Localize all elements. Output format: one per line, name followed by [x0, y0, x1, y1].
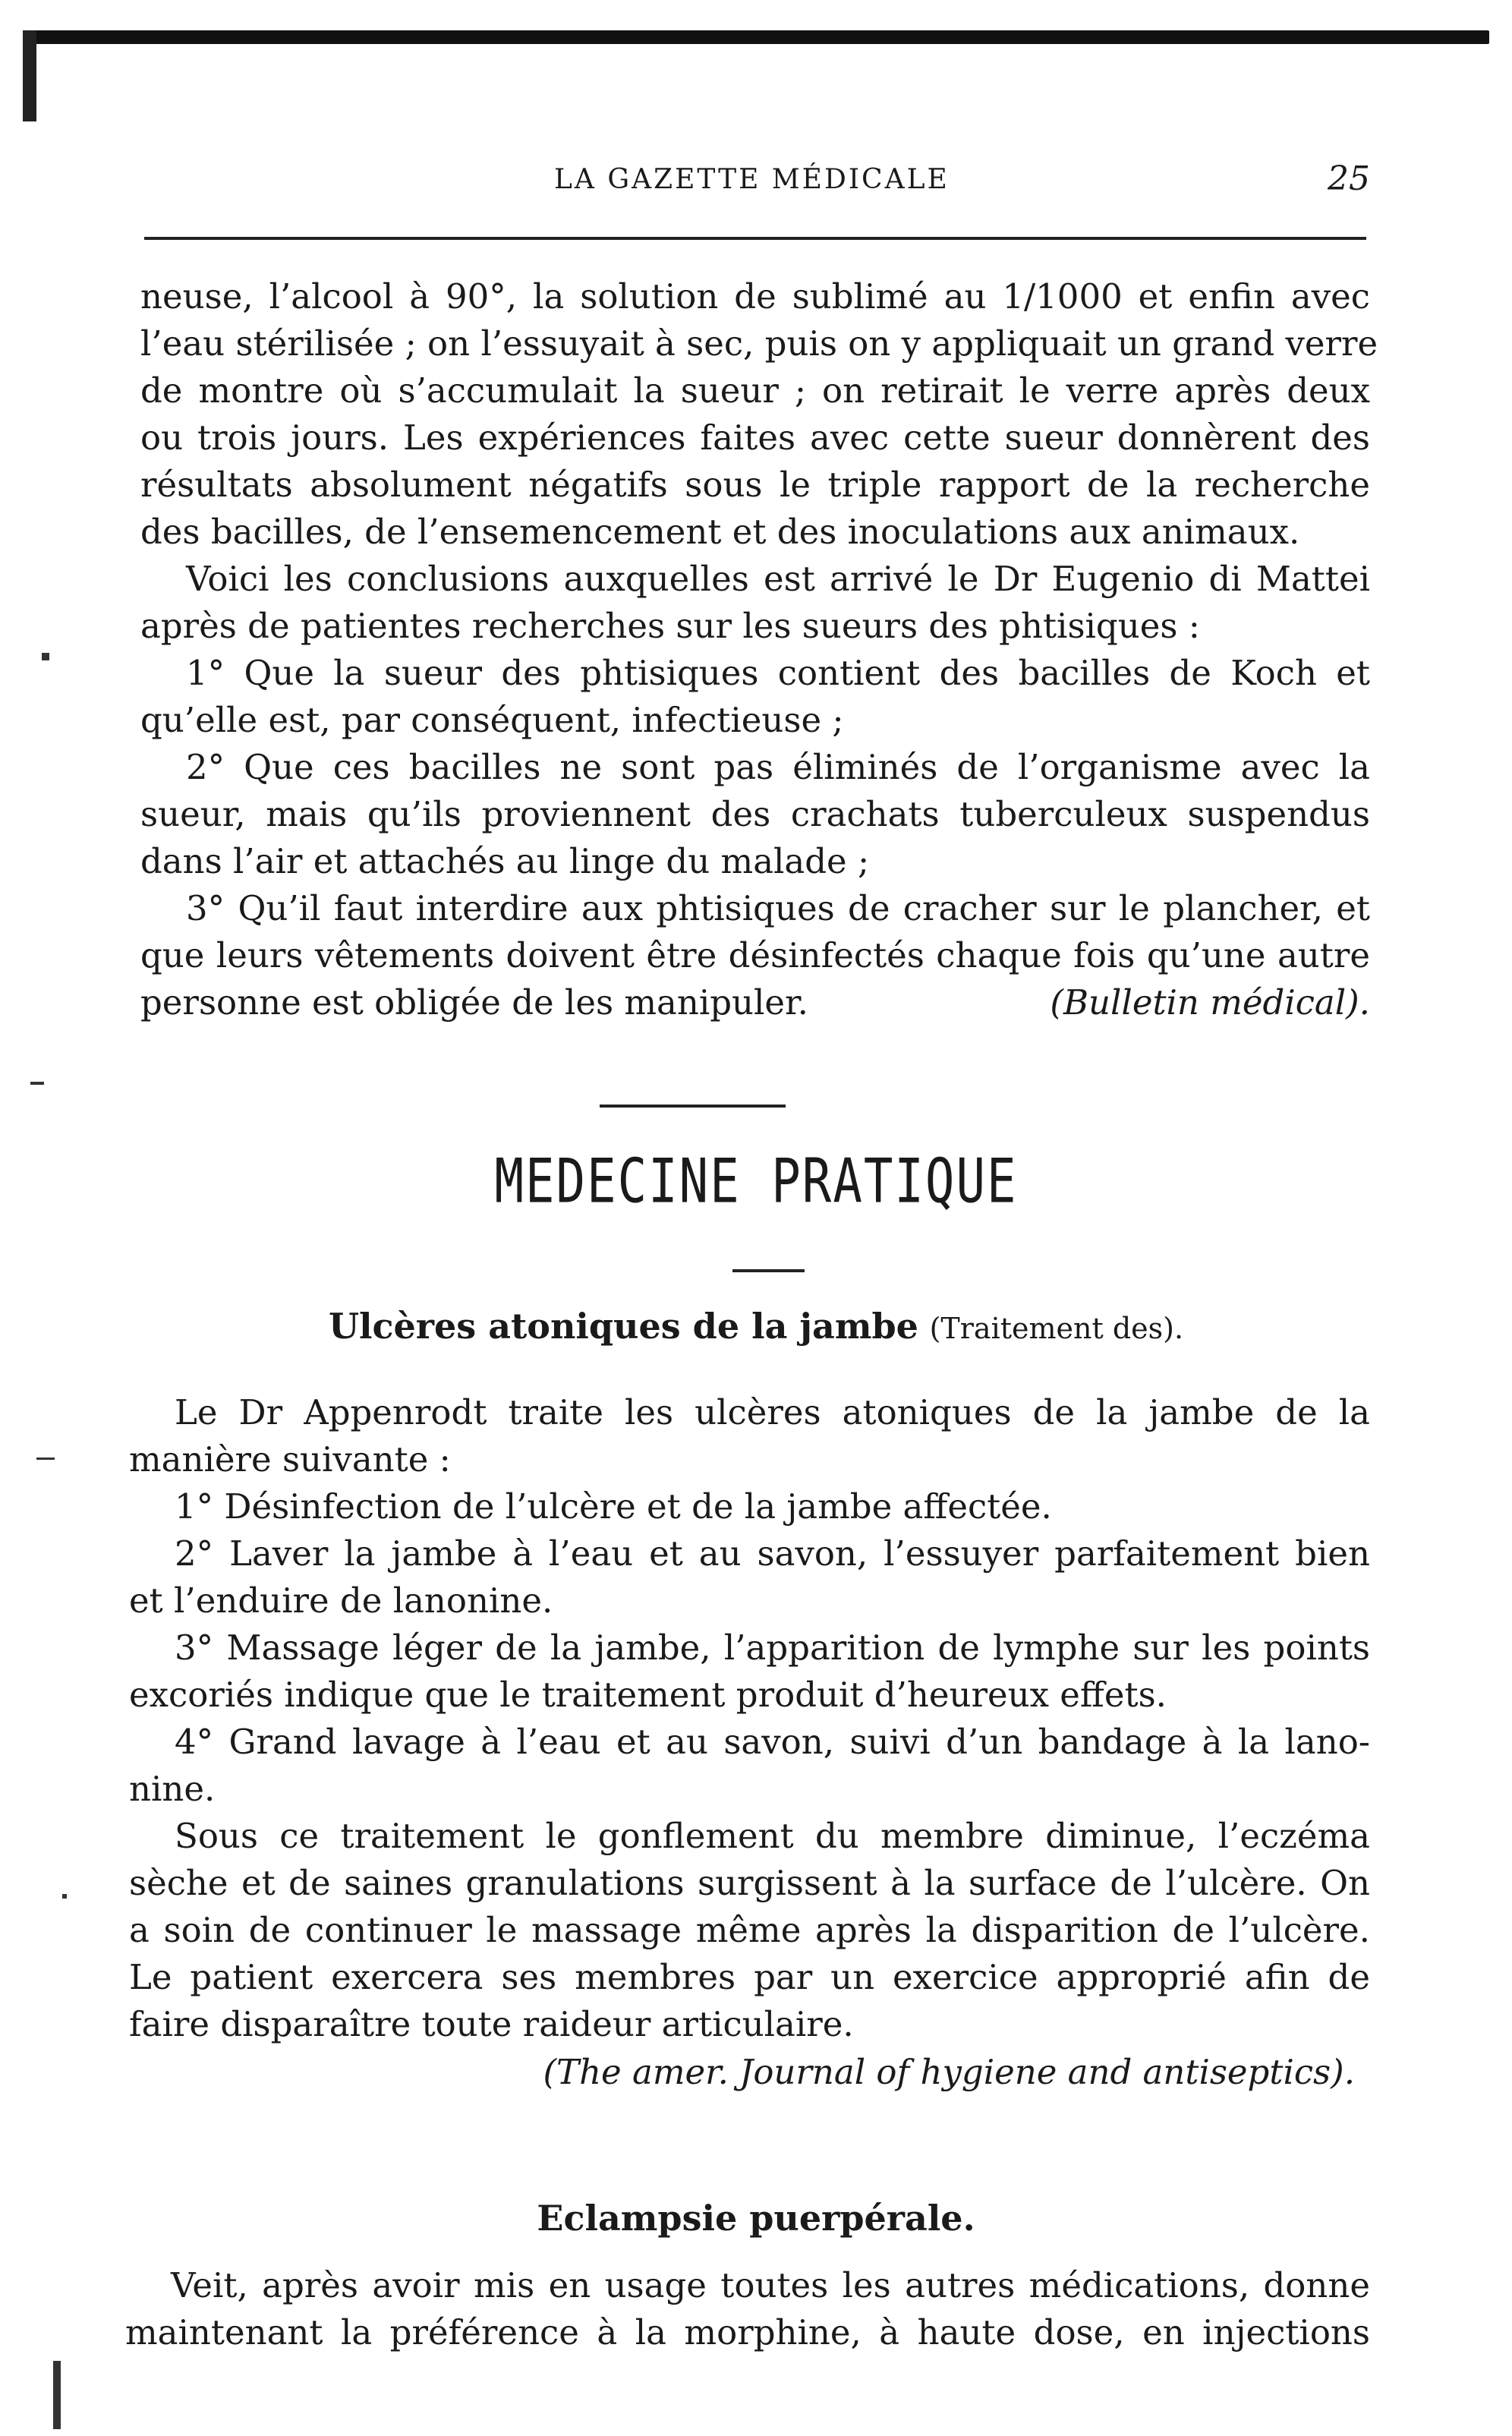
text-line: qu’elle est, par conséquent, infectieuse ; — [140, 700, 844, 740]
text-line: 1° Désinfection de l’ulcère et de la jambe affectée. — [175, 1486, 1052, 1527]
text-line: sèche et de saines granulations surgissent à la surface de l’ulcère. On — [129, 1863, 1370, 1903]
text-line: maintenant la préférence à la morphine, à haute dose, en injections — [125, 2312, 1370, 2352]
margin-speck — [42, 653, 49, 660]
text-line: des bacilles, de l’ensemencement et des inoculations aux animaux. — [140, 512, 1300, 552]
citation: (Bulletin médical). — [1050, 982, 1370, 1023]
closing-text: personne est obligée de les manipuler. — [140, 982, 808, 1023]
text-line: Veit, après avoir mis en usage toutes les autres médications, donne — [171, 2265, 1370, 2305]
title-separator — [732, 1269, 805, 1272]
text-line: nine. — [129, 1769, 216, 1809]
text-line: 1° Que la sueur des phtisiques contient des bacilles de Koch et — [186, 653, 1370, 693]
text-line: et l’enduire de lanonine. — [129, 1580, 553, 1621]
running-title: LA GAZETTE MÉDICALE — [554, 164, 950, 195]
text-line: a soin de continuer le massage même après la disparition de l’ulcère. — [129, 1910, 1370, 1950]
article-heading — [0, 1306, 1512, 1347]
text-line: sueur, mais qu’ils proviennent des crachats tuberculeux suspendus — [140, 794, 1370, 834]
page-header — [140, 159, 1370, 205]
article-heading-text: Ulcères atoniques de la jambe — [328, 1306, 918, 1347]
margin-speck — [30, 1082, 44, 1085]
text-line: 4° Grand lavage à l’eau et au savon, suivi d’un bandage à la lano- — [175, 1722, 1370, 1762]
margin-speck — [62, 1894, 67, 1899]
continued-article — [140, 273, 1378, 1026]
text-line: dans l’air et attachés au linge du malade ; — [140, 841, 870, 881]
text-line: que leurs vêtements doivent être désinfectés chaque fois qu’une autre — [140, 935, 1370, 975]
text-line: après de patientes recherches sur les sueurs des phtisiques : — [140, 606, 1200, 646]
text-line: neuse, l’alcool à 90°, la solution de sublimé au 1/1000 et enfin avec — [140, 276, 1370, 317]
left-edge-mark — [23, 30, 36, 121]
text-line: excoriés indique que le traitement produit d’heureux effets. — [129, 1675, 1167, 1715]
section-separator — [600, 1105, 786, 1108]
article-heading-text: Eclampsie puerpérale. — [537, 2198, 975, 2239]
top-edge-rule — [23, 30, 1489, 44]
header-rule — [144, 237, 1366, 240]
article-heading-note: (Traitement des). — [929, 1312, 1184, 1345]
article-heading — [0, 2198, 1512, 2239]
text-line: faire disparaître toute raideur articulaire. — [129, 2004, 854, 2044]
article-body — [125, 2262, 1370, 2356]
closing-line — [140, 979, 1370, 1026]
text-line: 3° Qu’il faut interdire aux phtisiques de cracher sur le plancher, et — [186, 888, 1370, 928]
text-line: 2° Laver la jambe à l’eau et au savon, l’essuyer parfaitement bien — [175, 1533, 1370, 1574]
text-line: de montre où s’accumulait la sueur ; on retirait le verre après deux — [140, 370, 1370, 411]
text-line: 3° Massage léger de la jambe, l’apparition de lymphe sur les points — [175, 1628, 1370, 1668]
text-line: Le patient exercera ses membres par un exercice approprié afin de — [129, 1957, 1370, 1997]
text-line: Sous ce traitement le gonflement du membre diminue, l’eczéma — [175, 1816, 1370, 1856]
section-title: MEDECINE PRATIQUE — [494, 1146, 1018, 1218]
article-body — [129, 1389, 1370, 2097]
text-line: Voici les conclusions auxquelles est arrivé le Dr Eugenio di Mattei — [186, 559, 1370, 599]
page-number: 25 — [1328, 159, 1370, 198]
text-line: manière suivante : — [129, 1439, 451, 1480]
citation: (The amer. Journal of hygiene and antiseptics). — [543, 2052, 1355, 2092]
margin-speck — [53, 2361, 61, 2429]
text-line: Le Dr Appenrodt traite les ulcères atoniques de la jambe de la — [175, 1392, 1370, 1432]
text-line: résultats absolument négatifs sous le triple rapport de la recherche — [140, 465, 1370, 505]
text-line: l’eau stérilisée ; on l’essuyait à sec, puis on y appliquait un grand verre — [140, 323, 1378, 364]
margin-speck — [36, 1458, 55, 1460]
text-line: 2° Que ces bacilles ne sont pas éliminés de l’organisme avec la — [186, 747, 1370, 787]
text-line: ou trois jours. Les expériences faites avec cette sueur donnèrent des — [140, 418, 1370, 458]
